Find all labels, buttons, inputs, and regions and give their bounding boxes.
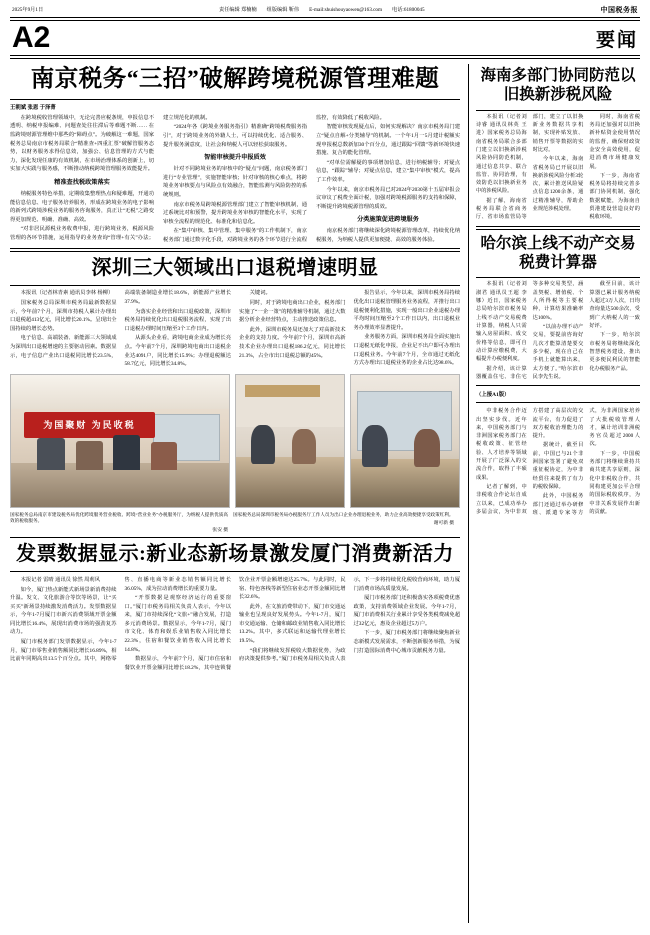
photo-row xyxy=(10,374,460,508)
divider-r2-head xyxy=(476,277,640,278)
photo-caption-1: 国家税务总局南京市建设税务局优化跨境服务营业税收、跨境“营业业务”办税服务厅，为纳税人提供优质高效的税收服务。 xyxy=(10,511,228,524)
third-para-2: “开票数据是观察经济运行的重要窗口。”厦门市税务局相关负责人表示，今年以来，厦门市持续深化“文旅+”融合发展，打造多元消费场景。数据显示，今年1-7月，厦门市文化、体育和娱乐业销售收入同比增长22.3%，住宿和餐饮业销售收入同比增长14.8%。 xyxy=(124,595,231,653)
divider-third-thin xyxy=(10,571,460,572)
caption-row xyxy=(10,510,460,533)
divider-third xyxy=(10,537,460,538)
hall-person-3 xyxy=(113,435,139,469)
hall-ceiling xyxy=(11,375,229,409)
window-person-2 xyxy=(414,429,440,467)
window-person-1 xyxy=(362,425,388,467)
divider-masthead xyxy=(10,55,640,56)
lead-subhead-3: 分类施策促进跨境服务 xyxy=(357,216,419,224)
r2-para-3: 截至目前，该计算器已累计服务纳税人超过3万人次，日均查询量达500余次，受到广大纳税人的一致好评。 xyxy=(589,281,640,330)
divider-masthead-thin xyxy=(10,58,640,59)
lead-para-3: “2024年各《跨境业务服务指引》精准确“跨境税费服务指引”，对于跨境业务的外籍人士，可以持续优化、适合服务、提升服务满意度，让社会和纳税人可以轻松获取服务。 xyxy=(163,124,307,148)
divider-r3 xyxy=(476,385,640,386)
second-para-1: 电子信息、高端装备、新能源三大领域成为深圳出口退税增速的主要驱动因素。数据显示，电子信息产业出口退税同比增长23.5%，高端装备制造业增长18.6%，新能源产业增长37.9%。 xyxy=(10,290,231,359)
second-para-0: 国家税务总局深圳市税务局最新数据显示，今年前7个月，深圳市持税人累计办理出口退税超413亿元，同比增长20.1%。呈现出全国持续的增长态势。 xyxy=(10,300,117,332)
lead-para-4: 针对不同跨境业务的审核中的“疑点”问题，南京税务部门进行“专业管理”，实施智能审核；针对审核的核心难点，将跨境业务审核要点与风险点有效融合，智能监测与风险防控的系统规则。 xyxy=(163,166,307,198)
r2-para-2: “以前办理不动产交易，要提前咨询好几次才能算清楚要交多少税，现在自己在手机上就能算出来，太方便了。”哈尔滨市民李先生说。 xyxy=(532,324,584,380)
second-para-4: 关键词。 xyxy=(249,290,271,297)
photo-tax-counter xyxy=(235,374,345,508)
right-column xyxy=(468,64,640,923)
lead-para-9: 今年以来，南京市税务局已对2024年2030第十五届审报会议审议了税费全面计税，加强对跨境税源服务的支持和保障，不断提升跨境税源管理的质效。 xyxy=(316,186,460,210)
masthead xyxy=(10,20,640,54)
second-para-5: 同时，对于跨境电商出口企业，税务部门实施了“一企一策”的精准辅导机制，通过大数据分析企业经营特点，主动推送政策信息。 xyxy=(239,300,346,324)
r1-para-1: 今年以来，海南省税务局已开展以旧换新涉税风险分析3轮次，累计推送风险疑点信息1200余条，通过精准辅导，帮助企业规范涉税处理。 xyxy=(532,156,584,213)
third-para-4: 此外，在文旅消费带动下，厦门市交通运输业也呈现良好发展势头。今年1-7月，厦门市交通运输、仓储和邮政业销售收入同比增长13.2%。其中，多式联运和运输代理业增长19.5%。 xyxy=(239,603,346,645)
counter-desk xyxy=(236,457,344,507)
counter-sign xyxy=(245,385,321,397)
responsible-editor: 责任编辑 郑楠楠 xyxy=(219,7,257,14)
third-para-0: 如今，厦门热点新能式新场景新消费持续升温。发文、文化旅游合等饮等场景，让“买买买”新场景持续激发消费活力。发票数据显示，今年1-7月厦门市新兴消费领域开票金额同比增长16.4%，展现出消费市场的强劲复苏动力。 xyxy=(10,586,117,636)
divider-top-thin xyxy=(10,20,640,21)
lead-para-1: 纳税服务特色举措，定期收集整理热点和疑难题，开通功能信息信息、电子服务培养服务，形成在跨境业务的电子影响的新列式跨境涉税业务的服务咨询服务，真正让“无税”之路变得更加规范、明确、准确、高效。 xyxy=(10,191,154,223)
second-body xyxy=(10,289,460,368)
r2-para-4: 下一步，哈尔滨市税务局将继续深化智慧税务建设，推出更多便民利民的智能化办税服务产品。 xyxy=(589,332,640,372)
third-body xyxy=(10,576,460,672)
third-para-3: 数据显示，今年前7个月，厦门市住宿和餐饮业开票金额同比增长18.2%，其中连锁餐饮企业开票金额增速达25.7%。与此同时，民宿、特色客栈等新型住宿业态开票金额同比增长32.6%。 xyxy=(124,576,346,671)
right-article2-headline: 哈尔滨上线不动产交易税费计算器 xyxy=(480,234,636,272)
divider-second-head xyxy=(10,285,460,286)
lead-para-2: “对非居民源税业务收费申报，进行跨境业务，税源风险管理的各环节措施，运用指导的业务查询“管理+有关”办法；建立规范化的机制。 xyxy=(10,114,211,241)
lead-para-6: 在“集中审核、集中管理、集中服务”的工作机制下，南京税务部门通过数字化手段，对跨境业务的各个环节进行全流程监控，有效降低了税收风险。 xyxy=(163,114,385,243)
r1-para-2: 同时，海南省税务局还加强对以旧换新补贴资金使用情况的监督，确保财政资金安全高效使用，促进消费市场健康发展。 xyxy=(589,113,640,170)
right-article1-headline: 海南多部门协同防范以旧换新涉税风险 xyxy=(480,66,636,104)
photo-credit-1: 张安 摄 xyxy=(212,527,228,533)
lead-body xyxy=(10,114,460,245)
right-article1-body xyxy=(476,113,640,222)
lead-para-0: 在跨境税收管理领域中，无论完善应税条规，申报信息不透明、纳税申报编难、问题查处往往滞后等难题不断…… 在监跨境财源管理维中那些的“障碍点”。为破解这一难题，国家税务总局南京市税务局联合“精准查+四重汇票”破解管服务态势，以财务服务求得信息效，加强公、信息管理的方式与能力，深化发现任康的有效机制，在市场治理体系的创新上，切实加大实践与服务感，不断推动纳税跨境管理服务效能提升。 xyxy=(10,114,154,173)
lead-subhead-1: 精准查找税政策落实 xyxy=(54,178,110,186)
hall-person-1 xyxy=(37,438,65,470)
lead-para-5: 南京市税务局跨境税源管理部门建立了智能审核机制，通过系统比对和预警，提升跨境业务审核的智能化水平，实现了审核全流程的规范化、标准化和信息化。 xyxy=(163,201,307,225)
contact-email: E-mail:shuishouyaowen@163.com xyxy=(309,7,383,14)
page-folio: A2 xyxy=(12,20,51,54)
r3-para-3: 此外，中国税务部门还通过举办研修班、派遣专家等方式，为非洲国家培养了大批税收管理人才，累计培训非洲税务官员超过2000人次。 xyxy=(532,408,640,516)
continuation-label: （上接A1版） xyxy=(476,392,510,399)
divider-second xyxy=(10,248,460,252)
right-article3-body xyxy=(476,407,640,517)
photo-tax-service-hall xyxy=(10,374,230,508)
page-topbar xyxy=(10,6,640,16)
third-headline: 发票数据显示:新业态新场景激发厦门消费新活力 xyxy=(16,542,454,565)
contact-phone: 电话:61800045 xyxy=(392,7,425,14)
divider-top xyxy=(10,17,640,18)
third-para-6: 厦门市税务部门还积极落实各项税费优惠政策，支持消费领域企业发展。今年1-7月，厦门市消费相关行业累计享受各类税费减免超过32亿元，惠及企业超过5万户。 xyxy=(353,595,460,627)
r3-para-1: 记者了解到，中非税收合作论坛自成立以来，已成功举办多届会议，为中非双方搭建了高层次的交流平台，有力促进了双方税收治理能力的提升。 xyxy=(476,408,584,515)
counter-person-2 xyxy=(292,429,316,465)
second-headline: 深圳三大领域出口退税增速明显 xyxy=(91,257,379,280)
lead-para-10: 南京税务部门将继续深化跨境税源管理改革，持续优化纳税服务，为纳税人提供更加便捷、高效的服务体验。 xyxy=(316,228,460,243)
photo-tax-service-window xyxy=(350,374,460,508)
r3-para-0: 中非税务合作迈出坚实步伐。近年来，中国税务部门与非洲国家税务部门在税收政策、征管经验、人才培养等领域开展了广泛深入的交流合作，取得了丰硕成果。 xyxy=(476,408,527,481)
r1-byline: 本报讯（记者刘诗睿 通讯员林英 王进）国家税务总局海南省税务局联合多部门建立以旧换新涉税风险协同防范机制，通过信息共享、联合监管、协同治理，有效防范以旧换新业务中的涉税风险。 xyxy=(476,113,527,195)
third-byline: 本报记者 雷晴 通讯员 徐然 周莉风 xyxy=(20,576,101,583)
newspaper-name: 中国税务报 xyxy=(600,6,638,14)
r2-para-0: 本报讯（记者刘淑君 通讯员王超 李娜）近日，国家税务总局哈尔滨市税务局上线不动产交易税费计算器，纳税人只需输入房屋面积、成交价格等信息，即可自动计算应缴税费，大幅提升办税便利度。 xyxy=(476,281,527,363)
lead-byline: 王朝斌 张恩 于泽菁 xyxy=(10,104,56,111)
second-para-8: 业务服务方面，深圳市税务局全面实施出口退税无纸化申报，企业足不出户即可办理出口退税业务。今年前7个月，全市通过无纸化方式办理出口退税业务的企业占比达98.6%。 xyxy=(353,334,460,367)
r1-para-0: 据了解，海南省税务局联合省商务厅、省市场监管局等部门，建立了以旧换新业务数据共享机制，实现补贴发放、销售开票等数据的实时比对。 xyxy=(476,113,584,221)
layout-editor: 组版编辑 靳伟 xyxy=(266,7,300,14)
divider-r3b xyxy=(476,402,640,403)
lead-para-7: 智能审核发现疑点后，如何实现解决？南京市税务局门建立“疑点自解+分类辅导”的机制。一个年1月一5月建计税额实现申报税总数新加30个百分点，通过跟踪“回馈”等新环境快速措施、复合的能化管理。 xyxy=(316,124,460,157)
section-title: 要闻 xyxy=(595,30,638,52)
page-columns xyxy=(10,64,640,923)
second-para-7: 报告显示，今年以来，深圳市税务局持续优化出口退税管理服务业务流程，并推行出口退税便利化措施，实现一般出口企业退税办理平均时间压缩至2个工作日以内，出口退税业务办理效率显著提升。 xyxy=(353,290,460,331)
hall-person-2 xyxy=(76,441,102,470)
third-para-5: “我们将继续发挥税收大数据优势，为政府决策提供参考。”厦门市税务局相关负责人表示，下一步将持续优化税收营商环境，助力厦门消费市场高质量发展。 xyxy=(239,576,460,663)
photo-credit-2: 谢可新 摄 xyxy=(433,521,454,527)
divider-r1 xyxy=(476,110,640,111)
photo-caption-2: 国家税务总局深圳市税务局办税服务厅工作人员为出口企业办理退税业务，助力企业高效便捷享受政策红利。 xyxy=(233,511,454,517)
second-para-3: 从源头企业看，跨境电商企业成为增长亮点。今年前7个月，深圳跨境电商出口退税企业达4091户，同比增长15.9%；办理退税额达58.7亿元，同比增长34.8%。 xyxy=(124,335,231,368)
r3-para-2: 据统计，截至目前，中国已与21个非洲国家签署了避免双重征税协定，为中非经贸往来提供了有力的税收保障。 xyxy=(532,442,584,491)
lead-para-8: “对单位需解疑的事项增加信息，进行纳税辅导；对疑点信息，“跟踪”辅导；对疑点信息，建立“集中审核”模式，提高了工作效率。 xyxy=(316,159,460,183)
divider-r2 xyxy=(476,226,640,230)
publication-date: 2025年9月1日 xyxy=(12,7,44,14)
r1-para-3: 下一步，海南省税务局将持续完善多部门协同机制，强化数据赋能，为海南自贸港建设营造良好的税收环境。 xyxy=(589,172,640,221)
divider-lead xyxy=(10,99,460,100)
counter-wall xyxy=(236,375,344,428)
second-para-2: 为落实企业经营和出口退税政策，深圳市税务局持续优化出口退税服务流程，实现了出口退税办理时间压缩至3个工作日内。 xyxy=(124,308,231,332)
hall-banner-text: 为国聚财 为民收税 xyxy=(24,412,155,438)
second-byline: 本报讯（记者林青素 通讯员李林 杨柳） xyxy=(20,290,114,297)
r3-para-4: 下一步，中国税务部门将继续秉持共商共建共享原则，深化中非税收合作，共同构建更加公平合理的国际税收秩序，为中非关系发展作出新的贡献。 xyxy=(589,450,640,515)
third-para-7: 下一步，厦门市税务部门将继续聚焦新业态新模式发展需求，不断创新服务举措，为厦门打造国际消费中心城市贡献税务力量。 xyxy=(353,630,460,654)
lead-subhead-2: 智能审核提升申报质效 xyxy=(204,154,266,162)
r2-para-1: 据介绍，该计算器覆盖住宅、非住宅等多种交易类型，涵盖契税、增值税、个人所得税等主要税种，计算结果准确率达100%。 xyxy=(476,281,584,380)
second-para-6: 此外，深圳市税务局还加大了对高新技术企业的支持力度。今年前7个月，深圳市高新技术企业办理出口退税186.2亿元，同比增长21.3%，占全市出口退税总额的45%。 xyxy=(239,326,346,359)
hall-person-4 xyxy=(151,442,177,470)
lead-headline: 南京税务“三招”破解跨境税源管理难题 xyxy=(30,65,440,92)
counter-person-1 xyxy=(251,425,275,465)
third-para-1: 厦门市税务部门发票数据显示，今年1-7月，厦门市零售业销售额同比增长16.89%，相比前年同期高出13.5个百分点。其中，网络零售、直播电商等新业态销售额同比增长36.05%，成为拉动消费增长的重要力量。 xyxy=(10,576,231,663)
right-article2-body xyxy=(476,280,640,381)
left-column xyxy=(10,64,460,923)
